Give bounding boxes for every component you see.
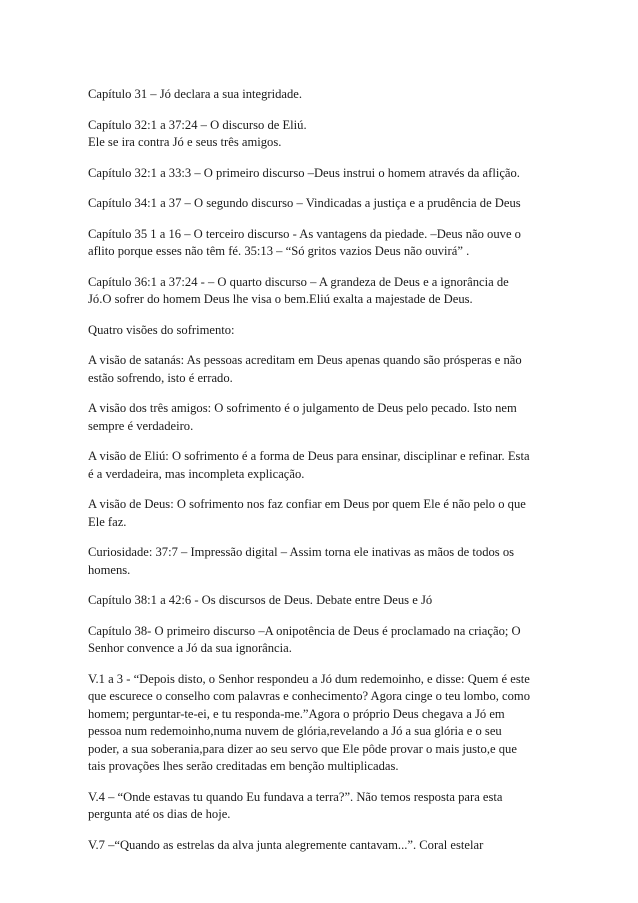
paragraph: [88, 226, 550, 261]
text-line: homens.: [88, 562, 131, 577]
text-line: estão sofrendo, isto é errado.: [88, 370, 233, 385]
text-line: Senhor convence a Jó da sua ignorância.: [88, 641, 292, 655]
paragraph: [88, 165, 550, 183]
paragraph: [88, 544, 550, 579]
paragraph: [88, 837, 550, 855]
text-line: sempre é verdadeiro.: [88, 418, 194, 433]
paragraph: [88, 789, 550, 824]
text-line: Ele faz.: [88, 514, 127, 529]
text-line: Capítulo 32:1 a 33:3 – O primeiro discurso –Deus instrui o homem através da aflição.: [88, 165, 520, 180]
text-line: aflito porque esses não têm fé. 35:13 – “Só gritos vazios Deus não ouvirá” .: [88, 244, 470, 258]
paragraph: [88, 496, 550, 531]
text-line: A visão dos três amigos: O sofrimento é o julgamento de Deus pelo pecado. Isto nem: [88, 401, 517, 415]
paragraph: [88, 117, 550, 152]
text-line: Capítulo 36:1 a 37:24 - – O quarto discurso – A grandeza de Deus e a ignorância de: [88, 274, 509, 289]
text-line: Capítulo 31 – Jó declara a sua integridade.: [88, 87, 303, 101]
text-line: V.7 –“Quando as estrelas da alva junta alegremente cantavam...”. Coral estelar: [88, 837, 484, 852]
paragraph: [88, 592, 550, 610]
text-line: A visão de Deus: O sofrimento nos faz confiar em Deus por quem Ele é não pelo o que: [88, 497, 526, 511]
paragraph: [88, 623, 550, 658]
paragraph: [88, 195, 550, 213]
text-line: Capítulo 32:1 a 37:24 – O discurso de Eliú.: [88, 117, 307, 132]
text-line: é a verdadeira, mas incompleta explicação.: [88, 466, 305, 481]
paragraph: [88, 400, 550, 435]
text-line: A visão de Eliú: O sofrimento é a forma de Deus para ensinar, disciplinar e refinar. Esta: [88, 449, 530, 463]
text-line: Curiosidade: 37:7 – Impressão digital – Assim torna ele inativas as mãos de todos os: [88, 545, 515, 559]
paragraph: [88, 274, 550, 309]
document-page: [88, 86, 550, 867]
text-line: Capítulo 38- O primeiro discurso –A onipotência de Deus é proclamado na criação; O: [88, 623, 521, 638]
paragraph: [88, 322, 550, 340]
paragraph: [88, 448, 550, 483]
text-line: Quatro visões do sofrimento:: [88, 322, 235, 337]
text-line: Jó.O sofrer do homem Deus lhe visa o bem.Eliú exalta a majestade de Deus.: [88, 292, 473, 306]
text-line: tais provações lhes serão creditadas em benção multiplicadas.: [88, 759, 399, 773]
text-line: pessoa num redemoinho,numa nuvem de glória,revelando a Jó a sua glória e o seu: [88, 724, 502, 738]
text-line: V.1 a 3 - “Depois disto, o Senhor respondeu a Jó dum redemoinho, e disse: Quem é este: [88, 671, 530, 686]
paragraph: [88, 352, 550, 387]
text-line: A visão de satanás: As pessoas acreditam em Deus apenas quando são prósperas e não: [88, 353, 522, 367]
text-line: poder, a sua soberania,para dizer ao seu servo que Ele pôde provar o mais justo,e que: [88, 741, 517, 756]
paragraph: [88, 86, 550, 104]
text-line: V.4 – “Onde estavas tu quando Eu fundava a terra?”. Não temos resposta para esta: [88, 789, 503, 804]
text-line: Capítulo 34:1 a 37 – O segundo discurso – Vindicadas a justiça e a prudência de Deus: [88, 196, 521, 210]
paragraph: [88, 671, 550, 776]
text-line: Capítulo 35 1 a 16 – O terceiro discurso - As vantagens da piedade. –Deus não ouve o: [88, 226, 521, 241]
text-line: Ele se ira contra Jó e seus três amigos.: [88, 135, 282, 149]
text-line: homem; perguntar-te-ei, e tu responda-me.”Agora o próprio Deus chegava a Jó em: [88, 706, 505, 721]
text-line: Capítulo 38:1 a 42:6 - Os discursos de Deus. Debate entre Deus e Jó: [88, 593, 433, 607]
text-line: que escurece o conselho com palavras e conhecimento? Agora cinge o teu lombo, como: [88, 689, 531, 703]
text-line: pergunta até os dias de hoje.: [88, 807, 231, 821]
